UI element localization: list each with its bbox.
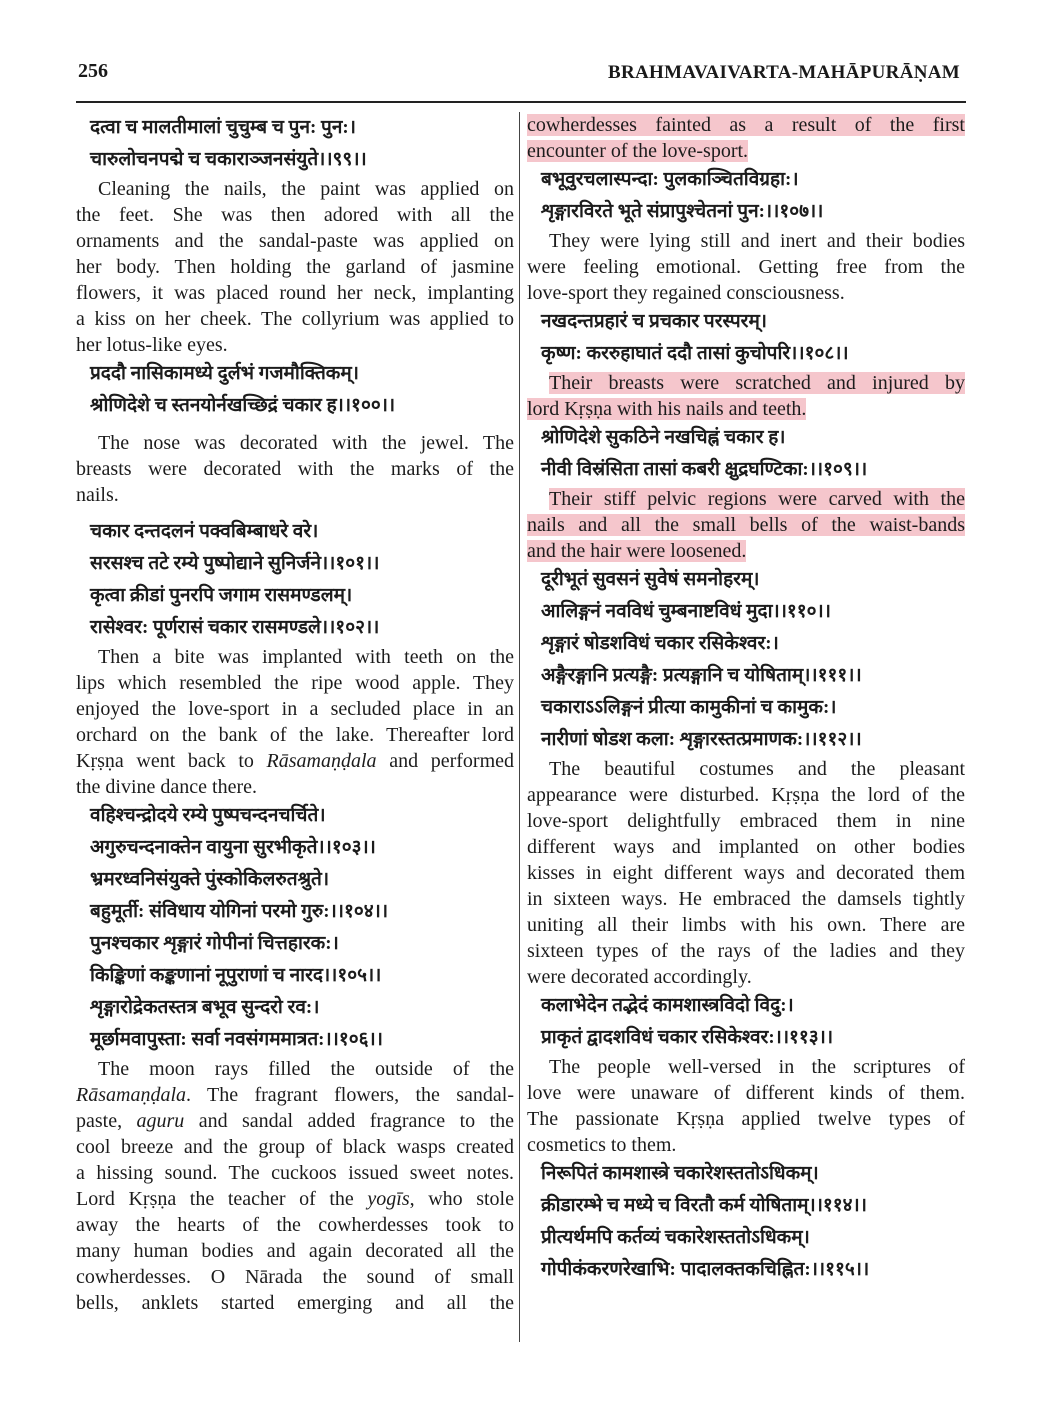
sanskrit-verse-line xyxy=(76,960,514,992)
sanskrit-verse-line xyxy=(76,992,514,1024)
italic-term: aguru xyxy=(136,1110,185,1132)
line-text: शृङ्गारविरते भूते संप्रापुश्चेतनां पुन:।।१०७।। xyxy=(541,201,824,222)
right-column xyxy=(527,112,965,1286)
sanskrit-verse-line xyxy=(527,164,965,196)
text-run: and performed xyxy=(376,750,514,772)
sanskrit-verse-line xyxy=(527,596,965,628)
sanskrit-verse-line xyxy=(76,112,514,144)
line-text: कलाभेदेन तद्भेदं कामशास्त्रविदो विदु:। xyxy=(541,995,794,1016)
translation-line: The nose was decorated with the jewel. The xyxy=(98,432,514,454)
translation-line: were feeling emotional. Getting free from the xyxy=(527,256,965,278)
line-text: रासेश्वर: पूर्णरासं चकार रासमण्डले।।१०२।। xyxy=(90,617,380,638)
sanskrit-verse-line xyxy=(527,724,965,756)
sanskrit-verse-line xyxy=(527,1022,965,1054)
line-text: अगुरुचन्दनाक्तेन वायुना सुरभीकृते।।१०३।। xyxy=(90,837,376,858)
translation-line: sixteen types of the rays of the ladies and they xyxy=(527,940,965,962)
line-text: मूर्छामवापुस्ता: सर्वा नवसंगममात्रत:।।१०६।। xyxy=(90,1029,383,1050)
translation-line xyxy=(76,1082,514,1108)
translation-line: the feet. She was then adored with all the xyxy=(76,204,514,226)
sanskrit-verse-line xyxy=(527,660,965,692)
translation-line: her body. Then holding the garland of jasmine xyxy=(76,256,514,278)
line-text: lord Kṛṣṇa with his nails and teeth. xyxy=(527,398,807,420)
translation-line: love were unaware of different kinds of them. xyxy=(527,1082,965,1104)
italic-term: Rāsamaṇḍala xyxy=(76,1084,186,1106)
translation-line: Then a bite was implanted with teeth on the xyxy=(98,646,514,668)
left-column xyxy=(76,112,514,1316)
translation-line: appearance were disturbed. Kṛṣṇa the lord of the xyxy=(527,784,965,806)
line-text: आलिङ्गनं नवविधं चुम्बनाष्टविधं मुदा।।११०।। xyxy=(541,601,831,622)
translation-line: The people well-versed in the scriptures of xyxy=(549,1056,965,1078)
translation-line xyxy=(76,774,514,800)
translation-line: The beautiful costumes and the pleasant xyxy=(549,758,965,780)
translation-line: in sixteen ways. He embraced the damsels tightly xyxy=(527,888,965,910)
line-text: अङ्गैरङ्गानि प्रत्यङ्गै: प्रत्यङ्गानि च योषिताम्।।१११।। xyxy=(541,665,862,686)
translation-line: a hissing sound. The cuckoos issued sweet notes. xyxy=(76,1162,514,1184)
translation-line: cowherdesses. O Nārada the sound of small xyxy=(76,1266,514,1288)
sanskrit-verse-line xyxy=(76,832,514,864)
sanskrit-verse-line xyxy=(76,612,514,644)
line-text: नखदन्तप्रहारं च प्रचकार परस्परम्। xyxy=(541,311,768,332)
line-text: चारुलोचनपद्मे च चकाराञ्जनसंयुते।।९९।। xyxy=(90,149,367,170)
sanskrit-verse-line xyxy=(76,516,514,548)
line-text: nails. xyxy=(76,484,119,506)
line-text: पुनश्चकार शृङ्गारं गोपीनां चित्तहारक:। xyxy=(90,933,339,954)
translation-line: uniting all their limbs with his own. There are xyxy=(527,914,965,936)
sanskrit-verse-line xyxy=(527,196,965,228)
line-text: नीवी विस्रंसिता तासां कबरी क्षुद्रघण्टिका:।।१०९।। xyxy=(541,459,868,480)
translation-line xyxy=(527,280,965,306)
line-text: कृष्ण: कररुहाघातं ददौ तासां कुचोपरि।।१०८।। xyxy=(541,343,849,364)
line-text: प्राकृतं द्वादशविधं चकार रसिकेश्वर:।।११३।। xyxy=(541,1027,834,1048)
translation-line: lips which resembled the ripe wood apple. They xyxy=(76,672,514,694)
sanskrit-verse-line xyxy=(527,1190,965,1222)
sanskrit-verse-line xyxy=(76,144,514,176)
spacer xyxy=(76,508,514,516)
translation-line: kisses in eight different ways and decorated them xyxy=(527,862,965,884)
line-text: encounter of the love-sport. xyxy=(527,140,749,162)
line-text: श्रोणिदेशे सुकठिने नखचिह्नं चकार ह। xyxy=(541,427,786,448)
sanskrit-verse-line xyxy=(76,928,514,960)
line-text: and the hair were loosened. xyxy=(527,540,747,562)
translation-line xyxy=(76,1186,514,1212)
translation-line: The moon rays filled the outside of the xyxy=(98,1058,514,1080)
translation-line: different ways and implanted on other bodies xyxy=(527,836,965,858)
line-text: दत्वा च मालतीमालां चुचुम्ब च पुन: पुन:। xyxy=(90,117,356,138)
highlighted-translation-line xyxy=(527,370,965,396)
line-text: चकाराऽऽलिङ्गनं प्रीत्या कामुकीनां च कामुक:। xyxy=(541,697,837,718)
translation-line: cool breeze and the group of black wasps created xyxy=(76,1136,514,1158)
line-text: दूरीभूतं सुवसनं सुवेषं समनोहरम्। xyxy=(541,569,760,590)
line-text: cowherdesses fainted as a result of the first xyxy=(527,114,965,136)
translation-line: ornaments and the sandal-paste was applied on xyxy=(76,230,514,252)
line-text: शृङ्गारोद्रेकतस्तत्र बभूव सुन्दरो रव:। xyxy=(90,997,320,1018)
sanskrit-verse-line xyxy=(76,1024,514,1056)
line-text: बहुमूर्ती: संविधाय योगिनां परमो गुरु:।।१०४।। xyxy=(90,901,389,922)
line-text: her lotus-like eyes. xyxy=(76,334,228,356)
line-text: किङ्किणां कङ्कणानां नूपुराणां च नारद।।१०५।। xyxy=(90,965,382,986)
translation-line: away the hearts of the cowherdesses took to xyxy=(76,1214,514,1236)
sanskrit-verse-line xyxy=(527,990,965,1022)
page-number: 256 xyxy=(78,60,108,82)
spacer xyxy=(76,422,514,430)
text-run: . The fragrant flowers, the sandal- xyxy=(186,1084,514,1106)
translation-line: love-sport delightfully embraced them in nine xyxy=(527,810,965,832)
sanskrit-verse-line xyxy=(76,864,514,896)
translation-line: many human bodies and again decorated all the xyxy=(76,1240,514,1262)
sanskrit-verse-line xyxy=(527,564,965,596)
text-run: , who stole xyxy=(409,1188,514,1210)
line-text: भ्रमरध्वनिसंयुक्ते पुंस्कोकिलरुतश्रुते। xyxy=(90,869,330,890)
highlighted-translation-line xyxy=(527,138,965,164)
sanskrit-verse-line xyxy=(76,358,514,390)
line-text: वहिश्चन्द्रोदये रम्ये पुष्पचन्दनचर्चिते। xyxy=(90,805,326,826)
line-text: श्रोणिदेशे च स्तनयोर्नखच्छिद्रं चकार ह।।१००।। xyxy=(90,395,396,416)
line-text: शृङ्गारं षोडशविधं चकार रसिकेश्वर:। xyxy=(541,633,779,654)
translation-line: orchard on the bank of the lake. Thereafter lord xyxy=(76,724,514,746)
translation-line xyxy=(76,482,514,508)
column-divider xyxy=(519,112,520,1342)
highlighted-translation-line xyxy=(527,486,965,512)
sanskrit-verse-line xyxy=(76,548,514,580)
sanskrit-verse-line xyxy=(76,896,514,928)
translation-line xyxy=(527,964,965,990)
line-text: कृत्वा क्रीडां पुनरपि जगाम रासमण्डलम्। xyxy=(90,585,353,606)
line-text: the divine dance there. xyxy=(76,776,258,798)
sanskrit-verse-line xyxy=(527,422,965,454)
line-text: nails and all the small bells of the waist-bands xyxy=(527,514,965,536)
translation-line: enjoyed the love-sport in a secluded place in an xyxy=(76,698,514,720)
sanskrit-verse-line xyxy=(527,1158,965,1190)
sanskrit-verse-line xyxy=(527,306,965,338)
line-text: सरसश्च तटे रम्ये पुष्पोद्याने सुनिर्जने।।१०१।। xyxy=(90,553,380,574)
text-run: Kṛṣṇa went back to xyxy=(76,750,267,772)
translation-line: Cleaning the nails, the paint was applied on xyxy=(98,178,514,200)
line-text: गोपीकंकरणरेखाभि: पादालक्तकचिह्नित:।।११५।। xyxy=(541,1259,870,1280)
highlighted-translation-line xyxy=(527,396,965,422)
text-run: paste, xyxy=(76,1110,137,1132)
translation-line: bells, anklets started emerging and all the xyxy=(76,1292,514,1314)
sanskrit-verse-line xyxy=(527,1254,965,1286)
sanskrit-verse-line xyxy=(527,628,965,660)
line-text: प्रीत्यर्थमपि कर्तव्यं चकारेशस्ततोऽधिकम्। xyxy=(541,1227,810,1248)
translation-line: They were lying still and inert and their bodies xyxy=(549,230,965,252)
italic-term: yogīs xyxy=(367,1188,410,1210)
translation-line xyxy=(76,748,514,774)
highlighted-translation-line xyxy=(527,112,965,138)
text-run: Lord Kṛṣṇa the teacher of the xyxy=(76,1188,368,1210)
italic-term: Rāsamaṇḍala xyxy=(266,750,377,772)
sanskrit-verse-line xyxy=(527,692,965,724)
translation-line xyxy=(527,1132,965,1158)
line-text: Their stiff pelvic regions were carved with the xyxy=(549,488,965,510)
line-text: प्रददौ नासिकामध्ये दुर्लभं गजमौक्तिकम्। xyxy=(90,363,359,384)
translation-line: flowers, it was placed round her neck, implanting xyxy=(76,282,514,304)
sanskrit-verse-line xyxy=(76,390,514,422)
line-text: नारीणां षोडश कला: शृङ्गारस्तत्प्रमाणक:।।११२।। xyxy=(541,729,862,750)
line-text: बभूवुरचलास्पन्दा: पुलकाञ्चितविग्रहा:। xyxy=(541,169,799,190)
translation-line xyxy=(76,1108,514,1134)
translation-line: a kiss on her cheek. The collyrium was applied to xyxy=(76,308,514,330)
sanskrit-verse-line xyxy=(527,338,965,370)
line-text: निरूपितं कामशास्त्रे चकारेशस्ततोऽधिकम्। xyxy=(541,1163,819,1184)
sanskrit-verse-line xyxy=(527,454,965,486)
sanskrit-verse-line xyxy=(76,800,514,832)
translation-line xyxy=(76,332,514,358)
line-text: cosmetics to them. xyxy=(527,1134,677,1156)
line-text: were decorated accordingly. xyxy=(527,966,752,988)
line-text: चकार दन्तदलनं पक्वबिम्बाधरे वरे। xyxy=(90,521,319,542)
sanskrit-verse-line xyxy=(76,580,514,612)
text-run: and sandal added fragrance to the xyxy=(184,1110,514,1132)
highlighted-translation-line xyxy=(527,538,965,564)
line-text: Their breasts were scratched and injured by xyxy=(549,372,965,394)
translation-line: The passionate Kṛṣṇa applied twelve types of xyxy=(527,1108,965,1130)
header-rule xyxy=(76,101,966,103)
line-text: क्रीडारम्भे च मध्ये च विरतौ कर्म योषिताम्।।११४।। xyxy=(541,1195,867,1216)
running-title: BRAHMAVAIVARTA-MAHĀPURĀṆAM xyxy=(608,62,960,83)
sanskrit-verse-line xyxy=(527,1222,965,1254)
line-text: love-sport they regained consciousness. xyxy=(527,282,845,304)
translation-line: breasts were decorated with the marks of the xyxy=(76,458,514,480)
highlighted-translation-line xyxy=(527,512,965,538)
